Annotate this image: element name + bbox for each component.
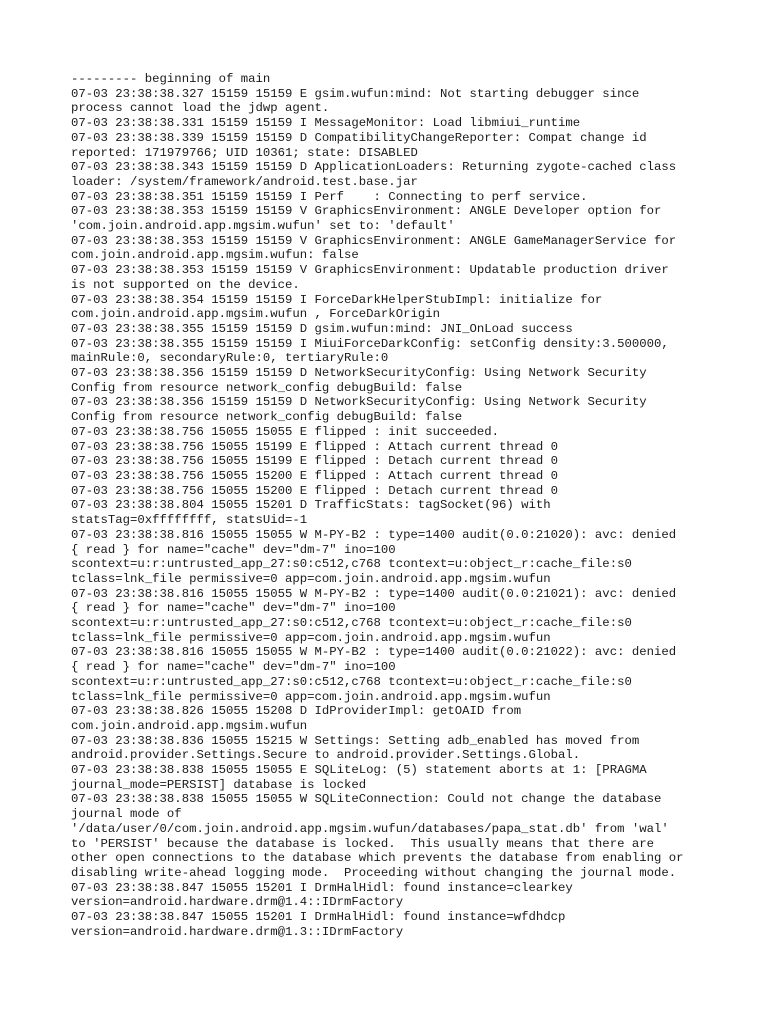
log-line: Config from resource network_config debugBuild: false [71,380,463,395]
log-line: --------- beginning of main [71,72,271,86]
log-line: scontext=u:r:untrusted_app_27:s0:c512,c768 tcontext=u:object_r:cache_file:s0 [71,557,632,572]
log-line: is not supported on the device. [71,277,300,292]
log-line: 07-03 23:38:38.756 15055 15199 E flipped : Attach current thread 0 [71,439,559,454]
log-line: com.join.android.app.mgsim.wufun , ForceDarkOrigin [71,307,440,322]
log-line: tclass=lnk_file permissive=0 app=com.join.android.app.mgsim.wufun [71,630,551,645]
log-line: journal mode of [71,807,182,822]
log-line: tclass=lnk_file permissive=0 app=com.join.android.app.mgsim.wufun [71,571,551,586]
log-line: statsTag=0xffffffff, statsUid=-1 [71,513,308,528]
log-line: 07-03 23:38:38.356 15159 15159 D NetworkSecurityConfig: Using Network Security [71,366,647,381]
log-line: version=android.hardware.drm@1.4::IDrmFactory [71,895,404,910]
log-line: 07-03 23:38:38.353 15159 15159 V GraphicsEnvironment: ANGLE Developer option for [71,204,662,219]
log-line: journal_mode=PERSIST] database is locked [71,777,367,792]
log-line: 07-03 23:38:38.756 15055 15199 E flipped : Detach current thread 0 [71,454,559,469]
log-line: 07-03 23:38:38.816 15055 15055 W M-PY-B2 : type=1400 audit(0.0:21020): avc: denied [71,527,677,542]
log-line: process cannot load the jdwp agent. [71,101,330,116]
log-line: 07-03 23:38:38.351 15159 15159 I Perf : Connecting to perf service. [71,189,588,204]
log-line: 07-03 23:38:38.331 15159 15159 I MessageMonitor: Load libmiui_runtime [71,116,581,131]
log-line: 07-03 23:38:38.847 15055 15201 I DrmHalHidl: found instance=clearkey [71,880,573,895]
log-line: 07-03 23:38:38.756 15055 15055 E flipped : init succeeded. [71,424,500,439]
log-line: Config from resource network_config debugBuild: false [71,410,463,425]
log-line: 07-03 23:38:38.838 15055 15055 E SQLiteLog: (5) statement aborts at 1: [PRAGMA [71,763,647,778]
log-line: 07-03 23:38:38.356 15159 15159 D NetworkSecurityConfig: Using Network Security [71,395,647,410]
log-line: 07-03 23:38:38.355 15159 15159 I MiuiForceDarkConfig: setConfig density:3.500000, [71,336,669,351]
log-document [71,72,711,939]
log-line: 07-03 23:38:38.353 15159 15159 V GraphicsEnvironment: Updatable production driver [71,263,669,278]
log-line: 07-03 23:38:38.354 15159 15159 I ForceDarkHelperStubImpl: initialize for [71,292,603,307]
log-line: 07-03 23:38:38.355 15159 15159 D gsim.wufun:mind: JNI_OnLoad success [71,321,573,336]
log-line: 07-03 23:38:38.339 15159 15159 D CompatibilityChangeReporter: Compat change id [71,130,647,145]
log-line: 07-03 23:38:38.756 15055 15200 E flipped : Detach current thread 0 [71,483,559,498]
log-line: { read } for name="cache" dev="dm-7" ino=100 [71,660,396,675]
log-line: tclass=lnk_file permissive=0 app=com.join.android.app.mgsim.wufun [71,689,551,704]
log-line: android.provider.Settings.Secure to android.provider.Settings.Global. [71,748,581,763]
log-line: loader: /system/framework/android.test.base.jar [71,174,418,189]
log-line: scontext=u:r:untrusted_app_27:s0:c512,c768 tcontext=u:object_r:cache_file:s0 [71,616,632,631]
log-line: 07-03 23:38:38.327 15159 15159 E gsim.wufun:mind: Not starting debugger since [71,86,640,101]
log-line: 07-03 23:38:38.838 15055 15055 W SQLiteConnection: Could not change the database [71,792,662,807]
log-line: mainRule:0, secondaryRule:0, tertiaryRule:0 [71,351,389,366]
log-line: { read } for name="cache" dev="dm-7" ino=100 [71,542,396,557]
log-line: to 'PERSIST' because the database is locked. This usually means that there are [71,836,654,851]
log-line: 07-03 23:38:38.826 15055 15208 D IdProviderImpl: getOAID from [71,704,522,719]
log-line: com.join.android.app.mgsim.wufun: false [71,248,359,263]
log-line: 07-03 23:38:38.756 15055 15200 E flipped : Attach current thread 0 [71,468,559,483]
log-line: { read } for name="cache" dev="dm-7" ino=100 [71,601,396,616]
log-line: 07-03 23:38:38.847 15055 15201 I DrmHalHidl: found instance=wfdhdcp [71,910,566,925]
log-line: 07-03 23:38:38.343 15159 15159 D ApplicationLoaders: Returning zygote-cached class [71,160,677,175]
log-line: 07-03 23:38:38.353 15159 15159 V GraphicsEnvironment: ANGLE GameManagerService for [71,233,677,248]
log-line: scontext=u:r:untrusted_app_27:s0:c512,c768 tcontext=u:object_r:cache_file:s0 [71,674,632,689]
log-line: 07-03 23:38:38.816 15055 15055 W M-PY-B2 : type=1400 audit(0.0:21022): avc: denied [71,645,677,660]
log-line: 07-03 23:38:38.816 15055 15055 W M-PY-B2 : type=1400 audit(0.0:21021): avc: denied [71,586,677,601]
log-line: disabling write-ahead logging mode. Proceeding without changing the journal mode. [71,865,677,880]
log-line: reported: 171979766; UID 10361; state: DISABLED [71,145,418,160]
log-line: com.join.android.app.mgsim.wufun [71,718,308,733]
log-line: '/data/user/0/com.join.android.app.mgsim.wufun/databases/papa_stat.db' from 'wal' [71,821,669,836]
log-line: 'com.join.android.app.mgsim.wufun' set to: 'default' [71,219,455,234]
log-line: other open connections to the database which prevents the database from enabling or [71,851,684,866]
log-line: 07-03 23:38:38.804 15055 15201 D TrafficStats: tagSocket(96) with [71,498,551,513]
log-line: version=android.hardware.drm@1.3::IDrmFactory [71,924,404,939]
log-line: 07-03 23:38:38.836 15055 15215 W Settings: Setting adb_enabled has moved from [71,733,640,748]
